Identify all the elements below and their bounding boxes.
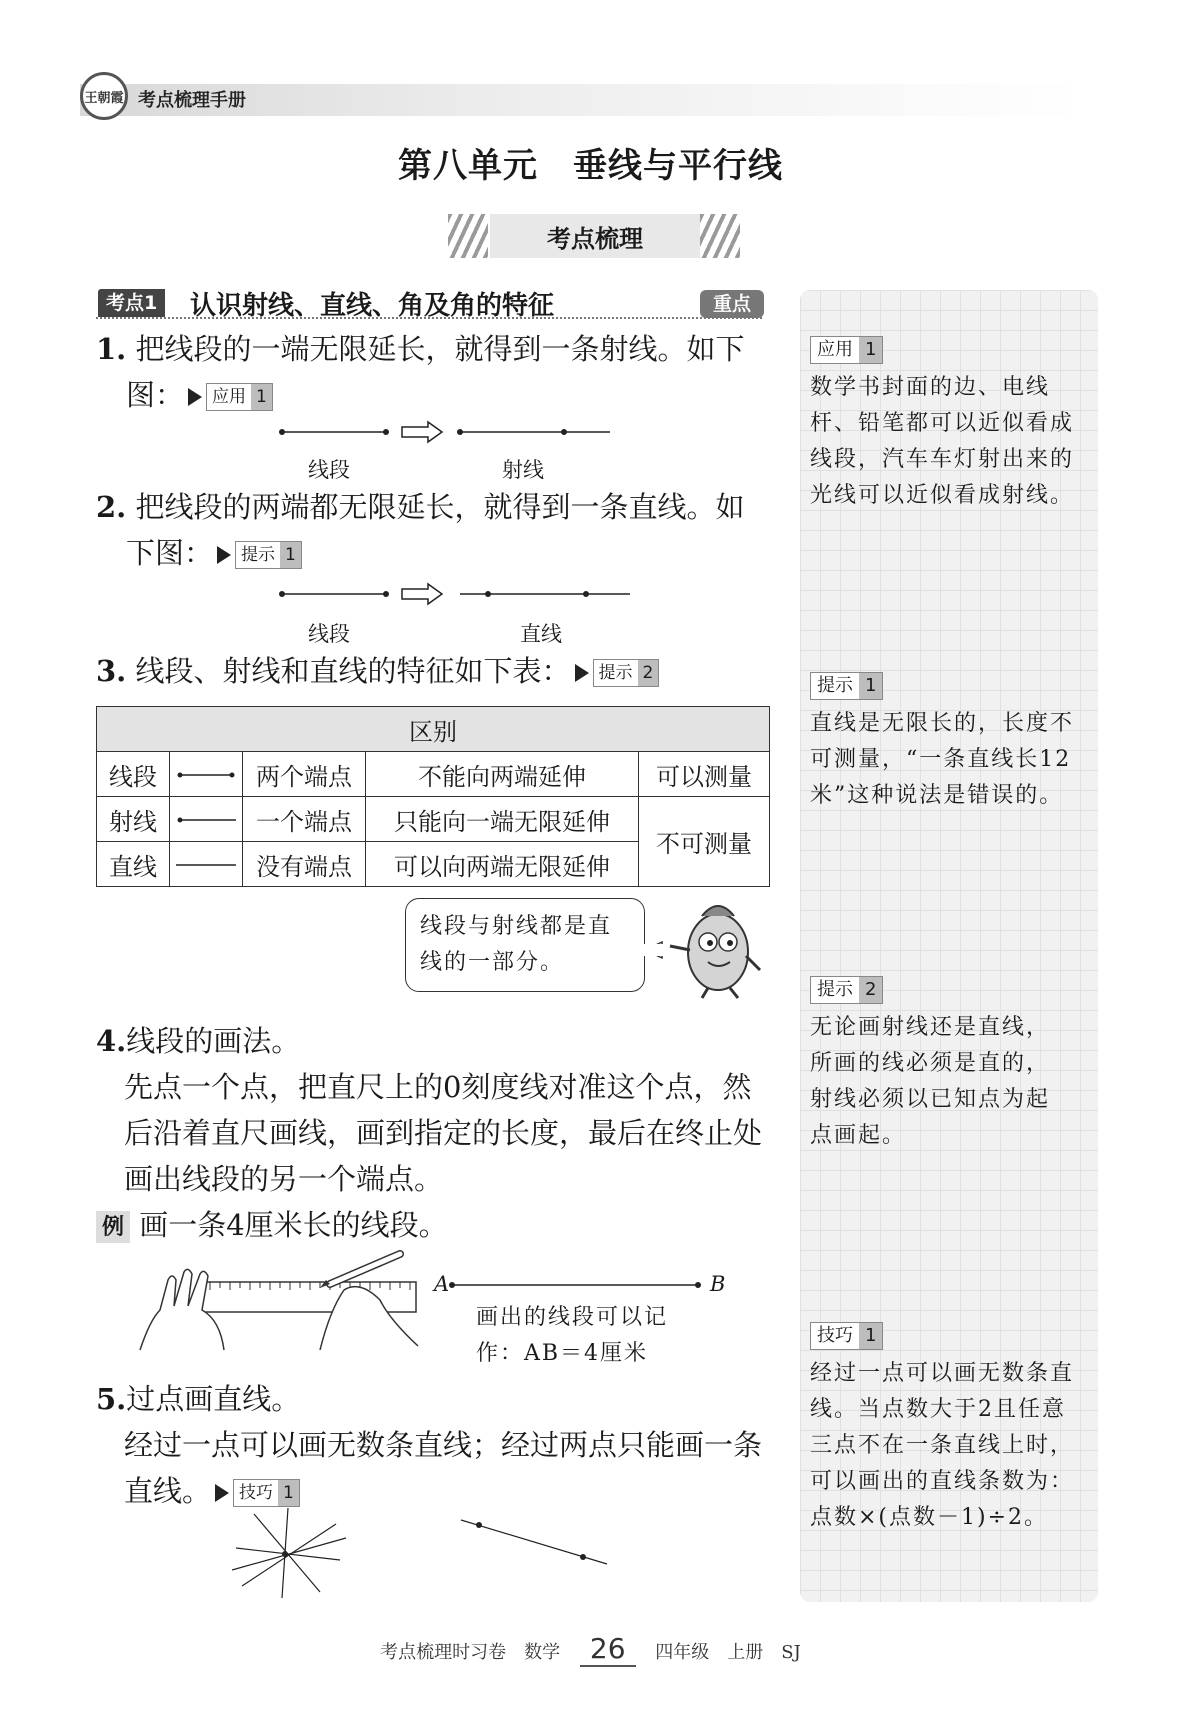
side-text	[810, 706, 1090, 814]
segment-ab	[430, 1275, 720, 1295]
ref-number: 1	[280, 542, 301, 568]
item-title: 过点画直线。	[126, 1382, 301, 1416]
eggplant-mascot-icon	[640, 890, 770, 1000]
point-label-b: B	[710, 1272, 726, 1296]
arrow-right-icon	[215, 1484, 229, 1502]
straight-line-symbol	[170, 842, 243, 887]
item-title: 线段的画法。	[126, 1024, 301, 1058]
item-1	[96, 326, 776, 418]
side-note	[810, 1322, 1090, 1536]
side-line: 杆、铅笔都可以近似看成	[810, 411, 1075, 436]
item-number: 4.	[96, 1024, 127, 1058]
item-number: 2.	[96, 490, 127, 524]
side-line: 可以画出的直线条数为：	[810, 1469, 1075, 1494]
endpoint-cell: 没有端点	[243, 842, 366, 887]
side-line: 数学书封面的边、电线	[810, 375, 1051, 400]
side-tag-number: 1	[859, 1323, 882, 1349]
side-tag-label: 应用	[817, 339, 853, 360]
side-tag	[810, 1322, 883, 1350]
item-5	[96, 1376, 776, 1514]
lines-through-one-point-figure	[228, 1508, 358, 1598]
measure-cell: 可以测量	[639, 752, 770, 797]
speech-bubble	[405, 898, 645, 992]
arrow-right-icon	[575, 664, 589, 682]
page-number: 26	[580, 1632, 636, 1667]
side-line: 射线必须以已知点为起	[810, 1087, 1051, 1112]
side-tag-number: 1	[859, 337, 882, 363]
row-name: 直线	[97, 842, 170, 887]
side-line: 点画起。	[810, 1123, 907, 1148]
row-name: 线段	[97, 752, 170, 797]
side-note	[810, 976, 1090, 1154]
side-line: 米”这种说法是错误的。	[810, 783, 1064, 808]
item-4	[96, 1018, 776, 1202]
bubble-text: 线的一部分。	[420, 950, 565, 975]
item-text: 后沿着直尺画线，画到指定的长度，最后在终止处	[124, 1116, 763, 1150]
ref-label: 技巧	[234, 1480, 278, 1506]
note-text: 画出的线段可以记	[476, 1305, 669, 1330]
line-through-two-points-figure	[455, 1512, 615, 1572]
table-row	[97, 797, 770, 842]
item-number: 5.	[96, 1382, 127, 1416]
item-3	[96, 648, 776, 694]
emblem-logo	[80, 72, 128, 120]
ref-label: 应用	[207, 384, 251, 410]
side-line: 三点不在一条直线上时，	[810, 1433, 1075, 1458]
caption: 线段	[308, 458, 350, 482]
item-text: 图：	[126, 378, 185, 412]
footer-left: 考点梳理时习卷 数学	[380, 1642, 561, 1663]
ref-tag[interactable]	[233, 1479, 300, 1507]
item-text: 把线段的两端都无限延长，就得到一条直线。如	[135, 490, 745, 524]
kaodian-title: 认识射线、直线、角及角的特征	[190, 291, 555, 321]
side-line: 点数×(点数－1)÷2。	[810, 1505, 1049, 1530]
side-tag-label: 提示	[817, 979, 853, 1000]
example-note	[476, 1300, 668, 1372]
table-header: 区别	[97, 707, 770, 752]
comparison-table	[96, 706, 770, 887]
book-title: 考点梳理手册	[138, 90, 246, 111]
pencil-hand-ruler-illustration	[130, 1250, 420, 1360]
ref-number: 2	[638, 660, 659, 686]
title-decoration	[700, 214, 740, 258]
item-text: 把线段的一端无限延长，就得到一条射线。如下	[135, 332, 745, 366]
note-text: 作：AB＝4厘米	[476, 1341, 649, 1366]
item-text: 画出线段的另一个端点。	[124, 1162, 444, 1196]
ray-symbol	[170, 797, 243, 842]
extend-cell: 只能向一端无限延伸	[366, 797, 639, 842]
logo-text: 王朝霞	[84, 90, 124, 106]
bubble-text: 线段与射线都是直	[420, 914, 613, 939]
extend-cell: 不能向两端延伸	[366, 752, 639, 797]
example	[96, 1202, 776, 1248]
ref-tag[interactable]	[235, 541, 302, 569]
row-name: 射线	[97, 797, 170, 842]
item-text: 线段、射线和直线的特征如下表：	[135, 654, 571, 688]
side-line: 可测量，“一条直线长12	[810, 747, 1072, 772]
side-tag-label: 提示	[817, 675, 853, 696]
item-text: 下图：	[126, 536, 214, 570]
side-line: 线。当点数大于2且任意	[810, 1397, 1066, 1422]
caption: 射线	[502, 458, 544, 482]
unit-title: 第八单元 垂线与平行线	[398, 146, 783, 186]
side-note	[810, 672, 1090, 814]
ref-tag[interactable]	[206, 383, 273, 411]
side-tag-number: 2	[859, 977, 882, 1003]
caption: 线段	[308, 622, 350, 646]
side-tag	[810, 336, 883, 364]
side-tag-label: 技巧	[817, 1325, 853, 1346]
key-point-badge: 重点	[700, 290, 764, 318]
arrow-right-icon	[188, 388, 202, 406]
item-2	[96, 484, 776, 576]
side-line: 所画的线必须是直的，	[810, 1051, 1051, 1076]
footer-right: 四年级 上册 SJ	[655, 1642, 801, 1663]
caption: 直线	[520, 622, 562, 646]
ref-tag[interactable]	[593, 659, 660, 687]
table-row	[97, 752, 770, 797]
arrow-right-icon	[217, 546, 231, 564]
measure-cell: 不可测量	[639, 797, 770, 887]
item-text: 先点一个点，把直尺上的0刻度线对准这个点，然	[124, 1070, 752, 1104]
endpoint-cell: 一个端点	[243, 797, 366, 842]
ref-label: 提示	[236, 542, 280, 568]
page-footer	[0, 1632, 1181, 1667]
section-title: 考点梳理	[490, 214, 700, 258]
side-line: 光线可以近似看成射线。	[810, 483, 1075, 508]
ref-number: 1	[251, 384, 272, 410]
point-label-a: A	[434, 1272, 450, 1296]
side-line: 直线是无限长的，长度不	[810, 711, 1075, 736]
side-line: 经过一点可以画无数条直	[810, 1361, 1075, 1386]
side-text	[810, 1356, 1090, 1536]
segment-to-line-figure	[270, 580, 640, 610]
side-tag	[810, 976, 883, 1004]
side-tag	[810, 672, 883, 700]
title-decoration	[448, 214, 488, 258]
item-number: 1.	[96, 332, 127, 366]
ref-label: 提示	[594, 660, 638, 686]
kaodian-tag: 考点1	[98, 289, 165, 317]
example-tag: 例	[96, 1211, 130, 1243]
line-symbol	[170, 752, 243, 797]
side-line: 线段，汽车车灯射出来的	[810, 447, 1075, 472]
ref-number: 1	[278, 1480, 299, 1506]
side-tag-number: 1	[859, 673, 882, 699]
side-line: 无论画射线还是直线，	[810, 1015, 1051, 1040]
item-number: 3.	[96, 654, 127, 688]
side-text	[810, 1010, 1090, 1154]
segment-to-ray-figure	[270, 418, 620, 448]
endpoint-cell: 两个端点	[243, 752, 366, 797]
item-text: 经过一点可以画无数条直线；经过两点只能画一条	[124, 1428, 763, 1462]
extend-cell: 可以向两端无限延伸	[366, 842, 639, 887]
example-text: 画一条4厘米长的线段。	[139, 1208, 448, 1242]
item-text: 直线。	[124, 1474, 212, 1508]
side-note	[810, 336, 1090, 514]
side-text	[810, 370, 1090, 514]
